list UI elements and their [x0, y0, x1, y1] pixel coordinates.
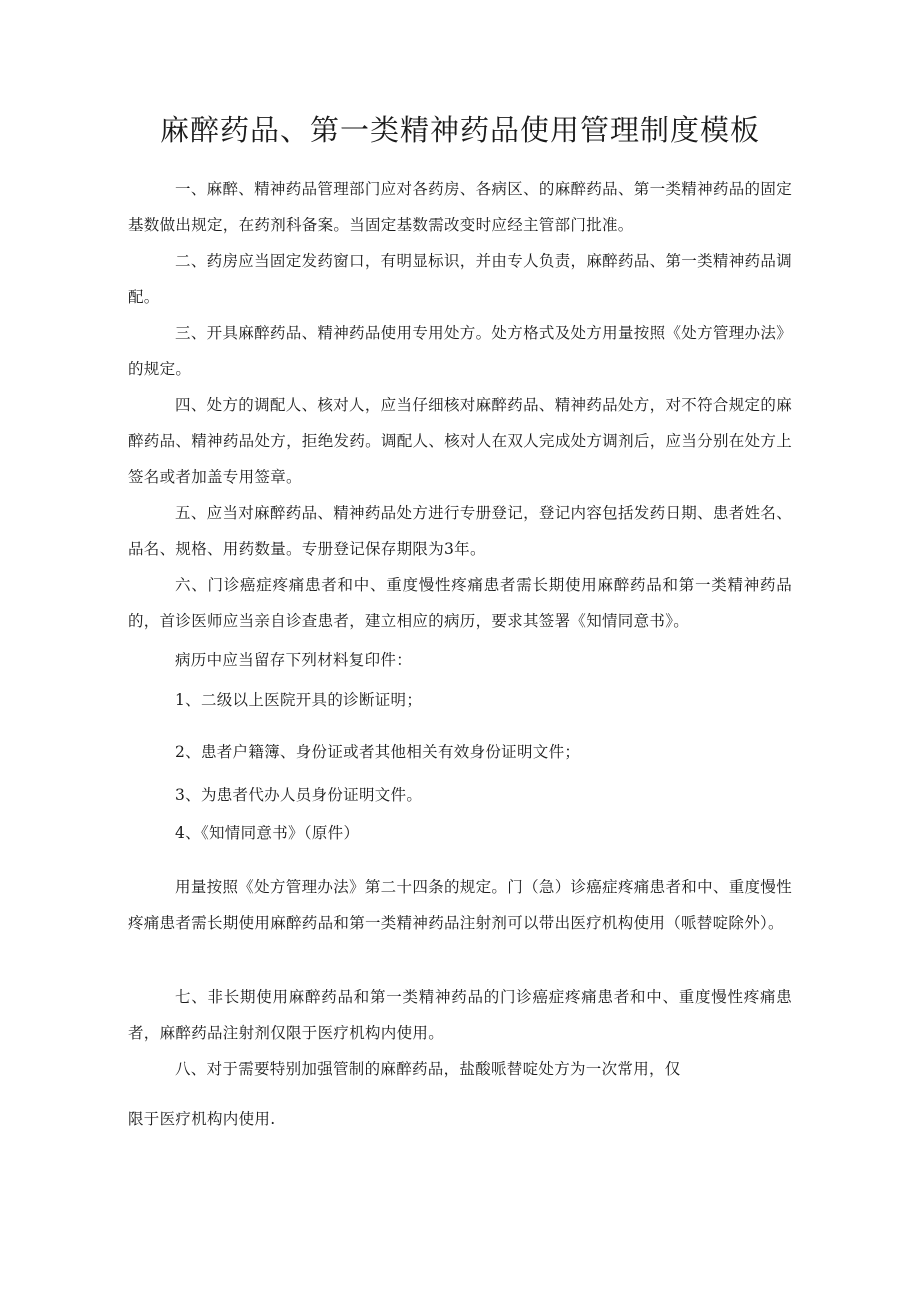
- list-item-3: 3、为患者代办人员身份证明文件。: [175, 786, 423, 804]
- paragraph-1: 一、麻醉、精神药品管理部门应对各药房、各病区、的麻醉药品、第一类精神药品的固定基数做出规定，在药剂科备案。当固定基数需改变时应经主管部门批准。: [128, 180, 792, 234]
- document-title: 麻醉药品、第一类精神药品使用管理制度模板: [159, 113, 760, 147]
- paragraph-7: 病历中应当留存下列材料复印件：: [175, 651, 413, 669]
- paragraph-4: 四、处方的调配人、核对人，应当仔细核对麻醉药品、精神药品处方，对不符合规定的麻醉药品、精神药品处方，拒绝发药。调配人、核对人在双人完成处方调剂后，应当分别在处方上签名或者加盖专用签章。: [128, 396, 792, 486]
- list-item-1: 1、二级以上医院开具的诊断证明；: [175, 691, 423, 709]
- paragraph-9: 七、非长期使用麻醉药品和第一类精神药品的门诊癌症疼痛患者和中、重度慢性疼痛患者，麻醉药品注射剂仅限于医疗机构内使用。: [128, 988, 792, 1042]
- list-item-2: 2、患者户籍簿、身份证或者其他相关有效身份证明文件；: [175, 743, 581, 761]
- paragraph-10-continued: 限于医疗机构内使用.: [128, 1110, 276, 1128]
- paragraph-10: 八、对于需要特别加强管制的麻醉药品，盐酸哌替啶处方为一次常用，仅: [175, 1060, 681, 1078]
- paragraph-6: 六、门诊癌症疼痛患者和中、重度慢性疼痛患者需长期使用麻醉药品和第一类精神药品的，首诊医师应当亲自诊查患者，建立相应的病历，要求其签署《知情同意书》。: [128, 576, 792, 630]
- paragraph-5: 五、应当对麻醉药品、精神药品处方进行专册登记，登记内容包括发药日期、患者姓名、品名、规格、用药数量。专册登记保存期限为3年。: [128, 504, 792, 558]
- paragraph-3: 三、开具麻醉药品、精神药品使用专用处方。处方格式及处方用量按照《处方管理办法》的规定。: [128, 324, 792, 378]
- list-item-4: 4、《知情同意书》（原件）: [175, 824, 360, 842]
- paragraph-8: 用量按照《处方管理办法》第二十四条的规定。门（急）诊癌症疼痛患者和中、重度慢性疼痛患者需长期使用麻醉药品和第一类精神药品注射剂可以带出医疗机构使用（哌替啶除外）。: [128, 878, 792, 932]
- paragraph-2: 二、药房应当固定发药窗口，有明显标识，并由专人负责，麻醉药品、第一类精神药品调配。: [128, 252, 792, 306]
